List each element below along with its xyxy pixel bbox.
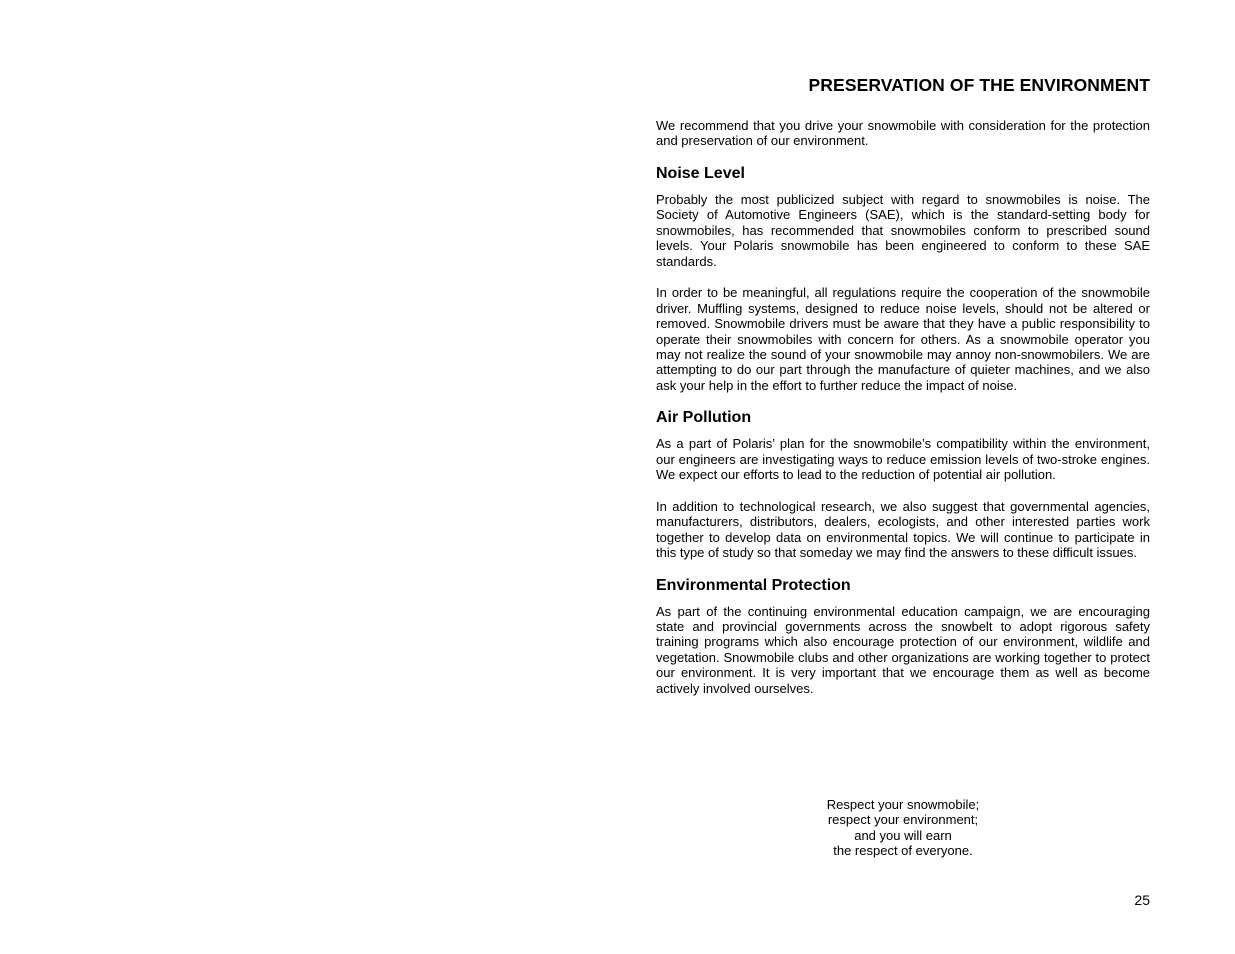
section-paragraph: In addition to technological research, we also suggest that governmental agencies, manufacturers, distributors, dealers, ecologists, and other interested parties work together to develop data on environmental topics. We will continue to participate in this type of study so that someday we may find the answers to these difficult issues. [656,498,1150,561]
closing-motto [656,797,1150,859]
section-heading: Environmental Protection [656,576,851,594]
closing-line: the respect of everyone. [833,843,973,859]
page-number: 25 [1134,892,1150,908]
closing-line: Respect your snowmobile; [826,797,980,812]
closing-line: respect your environment; [827,812,979,828]
closing-line: and you will earn [854,827,952,843]
section-paragraph: As part of the continuing environmental education campaign, we are encouraging state and provincial governments across the snowbelt to adopt rigorous safety training programs which also encourage protection of our environment, wildlife and vegetation. Snowmobile clubs and other organizations are working together to protect our environment. It is very important that we encourage them as well as become actively involved ourselves. [656,603,1150,696]
section-paragraph: Probably the most publicized subject with regard to snowmobiles is noise. The Society of Automotive Engineers (SAE), which is the standard-setting body for snowmobiles, has recommended that snowmobiles conform to prescribed sound levels. Your Polaris snowmobile has been engineered to conform to these SAE standards. [656,191,1150,269]
section-noise-level [656,164,1150,393]
section-paragraph: As a part of Polaris’ plan for the snowmobile’s compatibility within the environment, our engineers are investigating ways to reduce emission levels of two-stroke engines. We expect our efforts to lead to the reduction of potential air pollution. [656,436,1150,483]
section-air-pollution [656,408,1150,560]
section-heading: Air Pollution [656,409,752,427]
document-page [656,0,1150,954]
section-paragraph: In order to be meaningful, all regulations require the cooperation of the snowmobile driver. Muffling systems, designed to reduce noise levels, should not be altered or removed. Snowmobile drivers must be aware that they have a public responsibility to operate their snowmobiles with concern for others. As a snowmobile operator you may not realize the sound of your snowmobile may annoy non-snowmobilers. We are attempting to do our part through the manufacture of quieter machines, and we also ask your help in the effort to further reduce the impact of noise. [656,285,1150,393]
intro-paragraph: We recommend that you drive your snowmobile with consideration for the protection and preservation of our environment. [656,118,1150,149]
section-environmental-protection [656,576,1150,697]
section-heading: Noise Level [656,164,745,182]
page-content [656,118,1150,696]
blank-left-page [0,0,617,954]
page-title: PRESERVATION OF THE ENVIRONMENT [808,75,1150,95]
